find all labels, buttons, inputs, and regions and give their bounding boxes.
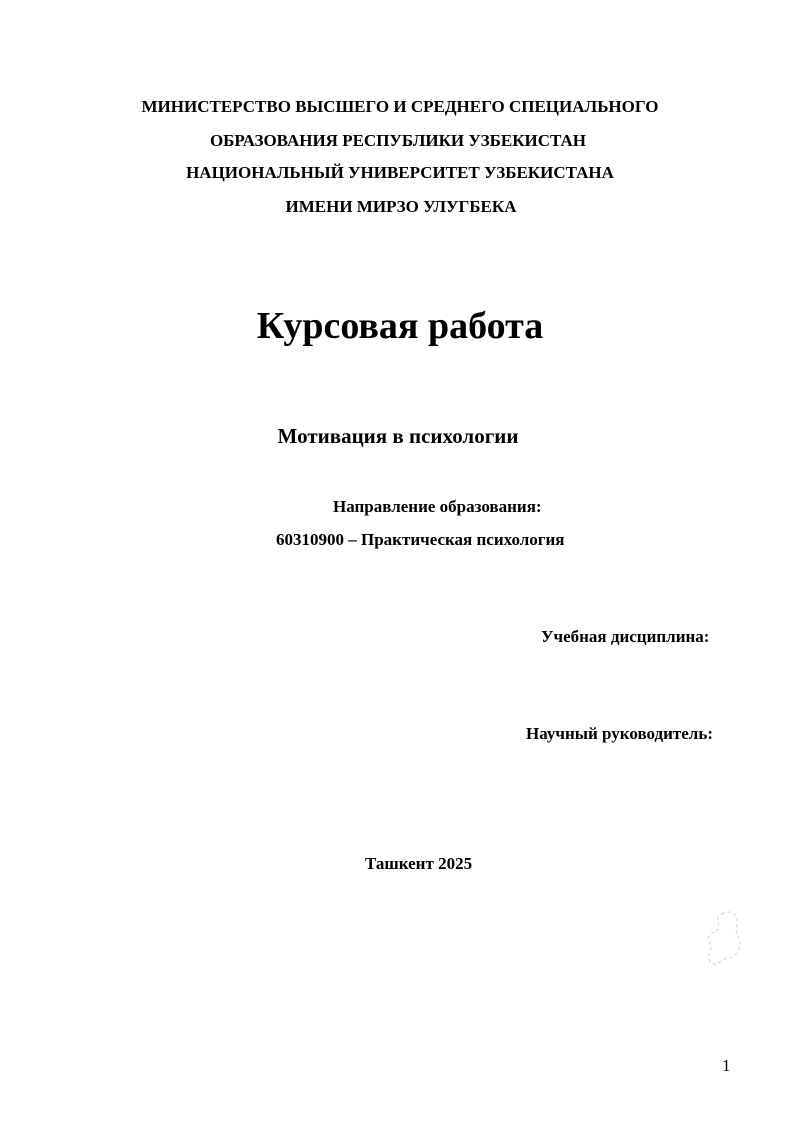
header-university-line-2: ИМЕНИ МИРЗО УЛУГБЕКА <box>285 197 517 216</box>
discipline-label: Учебная дисциплина: <box>541 627 710 646</box>
page-number: 1 <box>722 1056 731 1075</box>
city-year: Ташкент 2025 <box>365 854 473 873</box>
direction-value: 60310900 – Практическая психология <box>276 530 565 549</box>
document-title: Курсовая работа <box>256 305 544 347</box>
header-ministry-line-1: МИНИСТЕРСТВО ВЫСШЕГО И СРЕДНЕГО СПЕЦИАЛЬНОГО <box>141 97 659 116</box>
document-subtitle: Мотивация в психологии <box>277 424 519 448</box>
header-ministry-line-2: ОБРАЗОВАНИЯ РЕСПУБЛИКИ УЗБЕКИСТАН <box>209 131 587 150</box>
header-university-line-1: НАЦИОНАЛЬНЫЙ УНИВЕРСИТЕТ УЗБЕКИСТАНА <box>186 163 614 182</box>
supervisor-label: Научный руководитель: <box>526 724 713 743</box>
direction-label: Направление образования: <box>333 497 542 516</box>
faint-mark-graphic <box>700 908 748 970</box>
